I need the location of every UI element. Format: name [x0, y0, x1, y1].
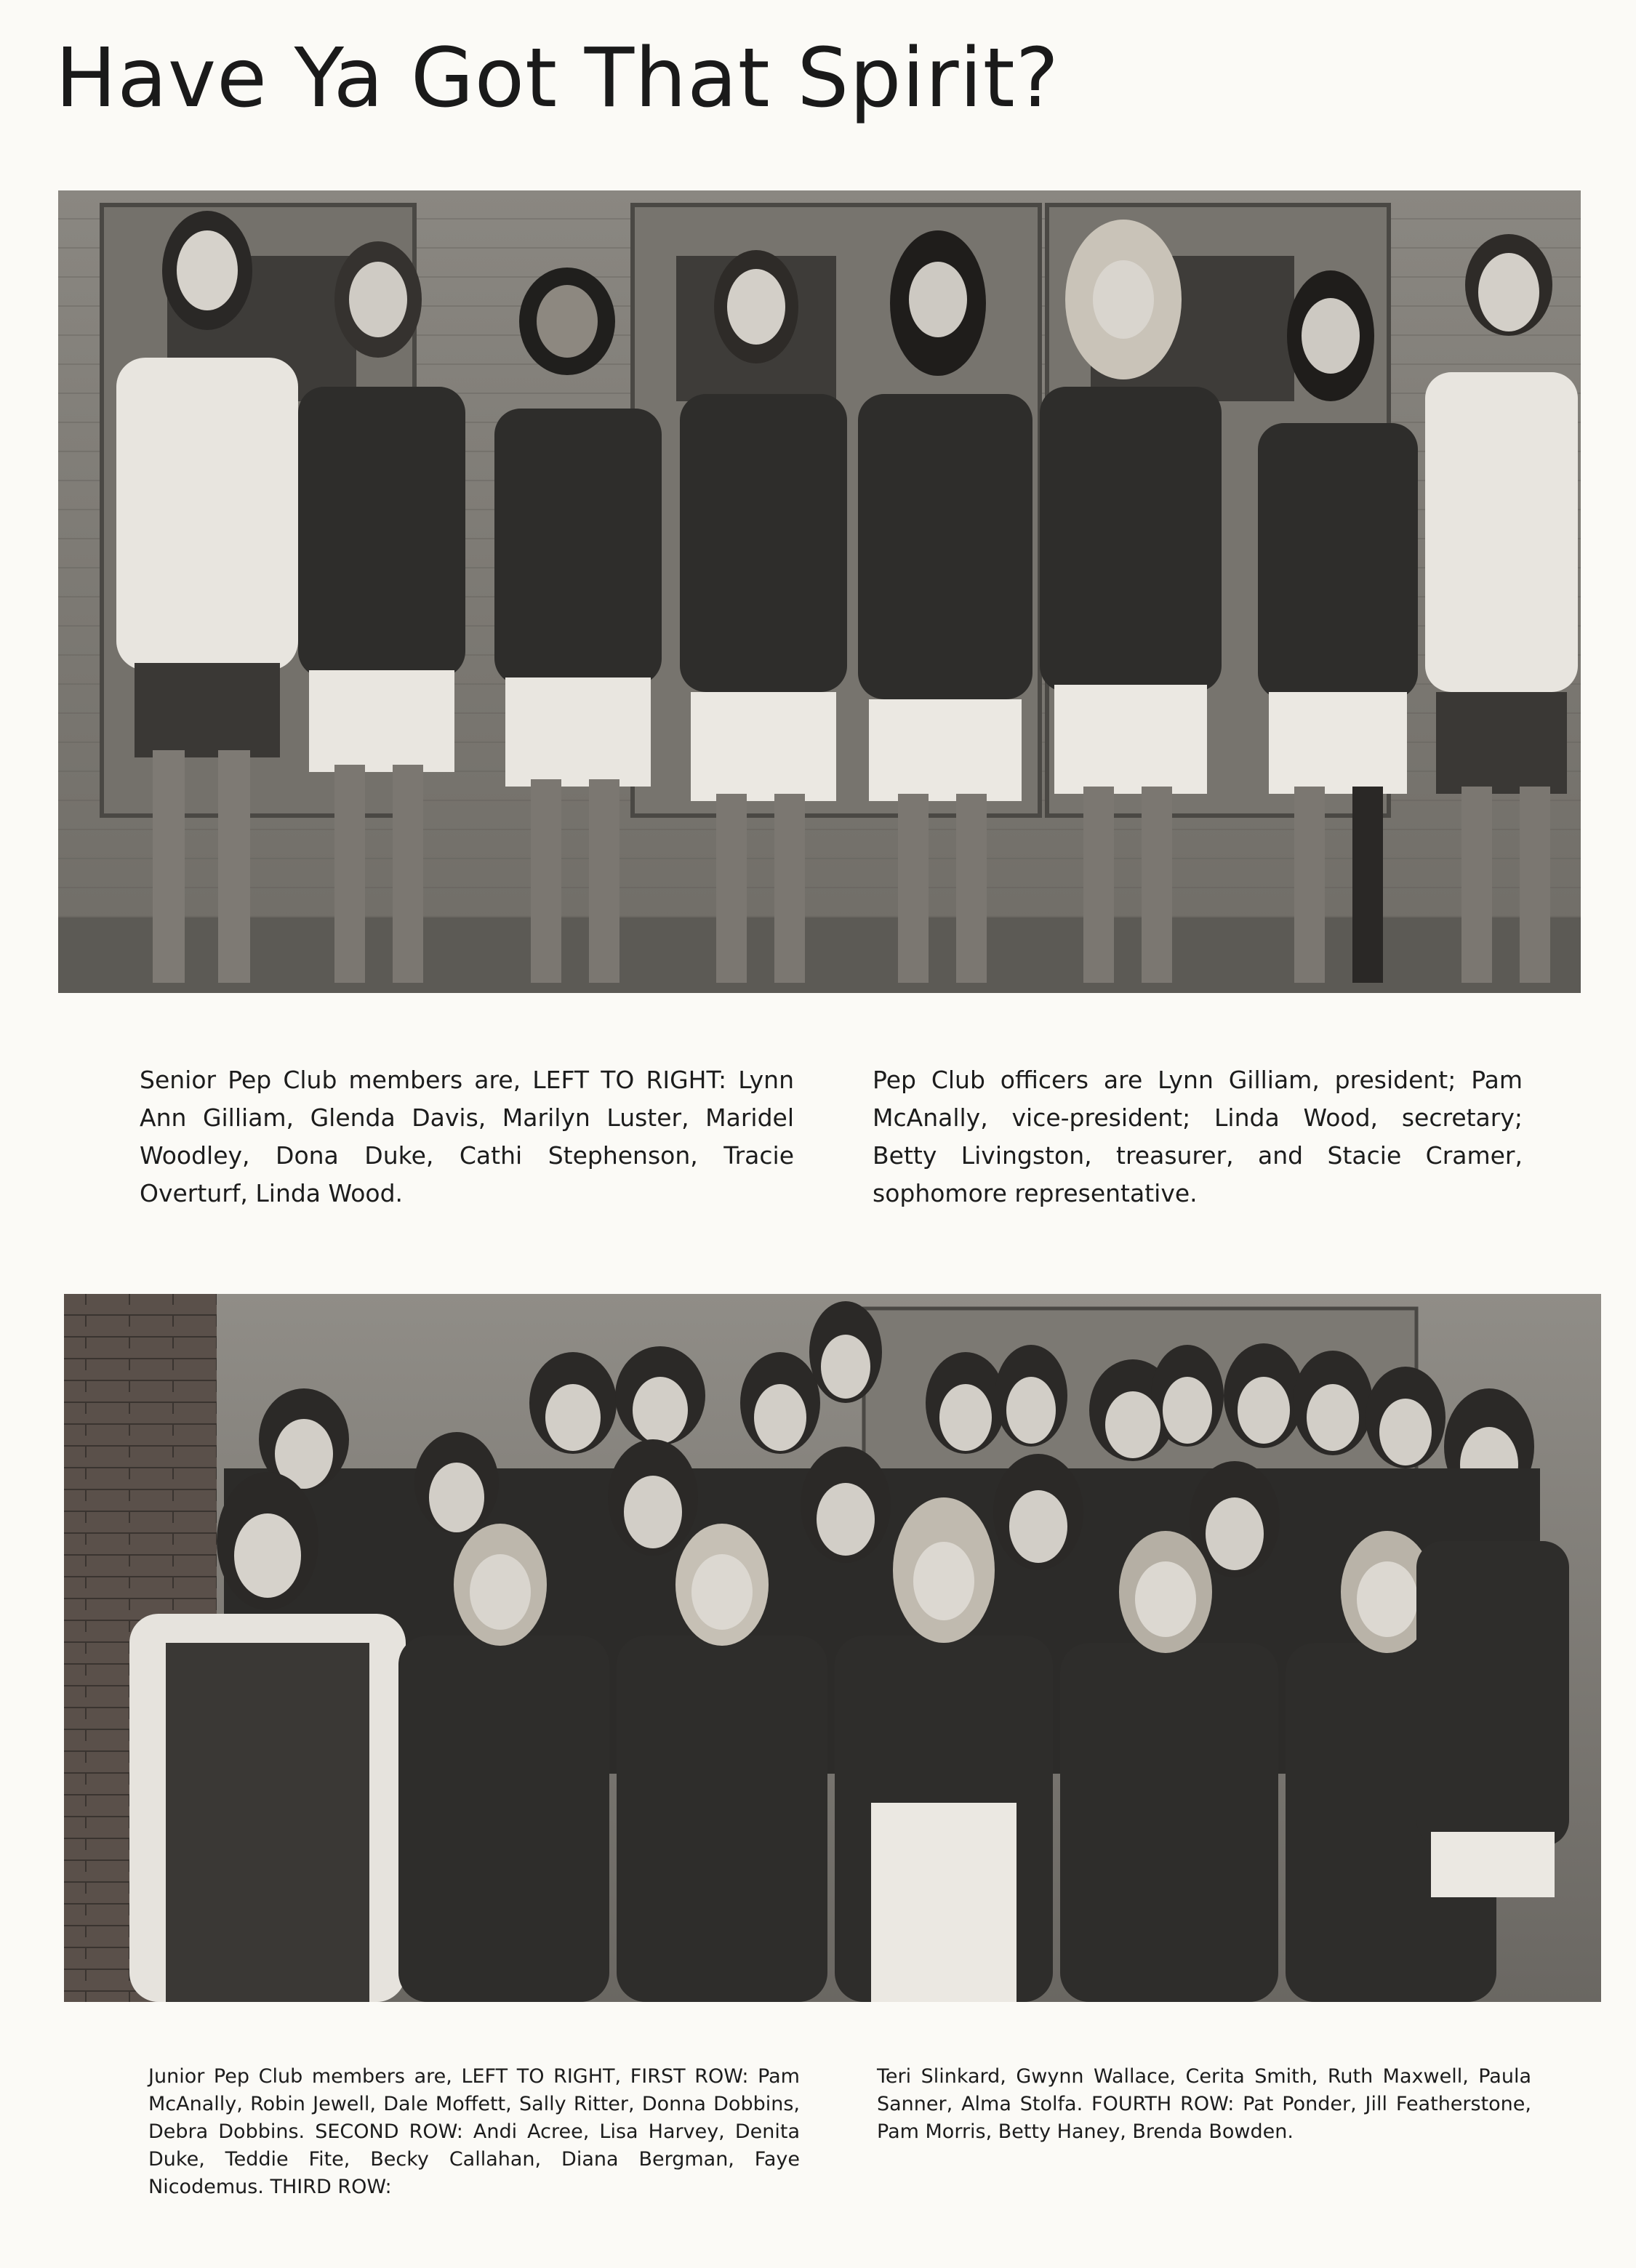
page-title: Have Ya Got That Spirit?: [55, 31, 1060, 126]
senior-caption: Senior Pep Club members are, LEFT TO RIGHT: Lynn Ann Gilliam, Glenda Davis, Marilyn Luster, Maridel Woodley, Dona Duke, Cathi Stephenson, Tracie Overturf, Linda Wood.: [140, 1066, 794, 1207]
junior-caption-col1: Junior Pep Club members are, LEFT TO RIGHT, FIRST ROW: Pam McAnally, Robin Jewell, Dale Moffett, Sally Ritter, Donna Dobbins, Debra Dobbins. SECOND ROW: Andi Acree, Lisa Harvey, Denita Duke, Teddie Fite, Becky Callahan, Diana Bergman, Faye Nicodemus. THIRD ROW:: [148, 2065, 800, 2198]
junior-pep-club-photo: [64, 1294, 1601, 2002]
junior-caption-col2: Teri Slinkard, Gwynn Wallace, Cerita Smith, Ruth Maxwell, Paula Sanner, Alma Stolfa. FOURTH ROW: Pat Ponder, Jill Featherstone, Pam Morris, Betty Haney, Brenda Bowden.: [877, 2065, 1531, 2143]
senior-pep-club-photo: [58, 190, 1581, 993]
officers-caption: Pep Club officers are Lynn Gilliam, president; Pam McAnally, vice-president; Linda Wood, secretary; Betty Livingston, treasurer, and Stacie Cramer, sophomore representative.: [873, 1066, 1523, 1207]
